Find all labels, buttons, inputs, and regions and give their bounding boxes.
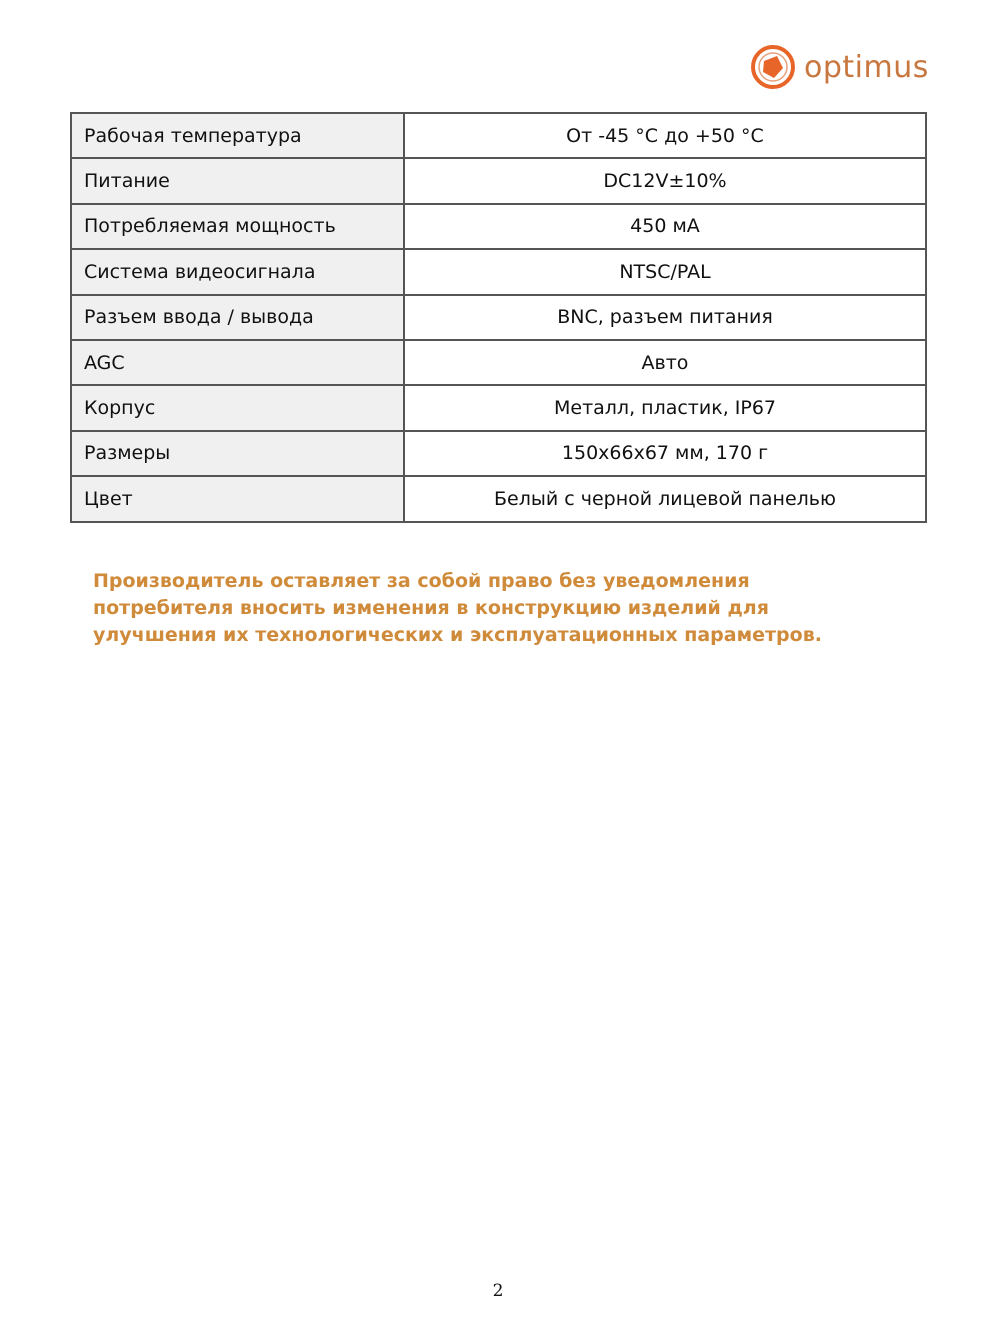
spec-row bbox=[71, 204, 926, 249]
spec-label: Система видеосигнала bbox=[71, 249, 404, 294]
spec-label: Потребляемая мощность bbox=[71, 204, 404, 249]
spec-label: Рабочая температура bbox=[71, 113, 404, 158]
spec-label: Питание bbox=[71, 158, 404, 203]
spec-value: DC12V±10% bbox=[404, 158, 926, 203]
spec-label: Цвет bbox=[71, 476, 404, 521]
disclaimer-notice: Производитель оставляет за собой право без уведомления потребителя вносить изменения в конструкцию изделий для улучшения их технологических и эксплуатационных параметров. bbox=[93, 570, 822, 646]
spec-label: Размеры bbox=[71, 431, 404, 476]
spec-value: 150х66х67 мм, 170 г bbox=[404, 431, 926, 476]
spec-label: Разъем ввода / вывода bbox=[71, 295, 404, 340]
spec-value: 450 мА bbox=[404, 204, 926, 249]
spec-value: Авто bbox=[404, 340, 926, 385]
optimus-logo bbox=[750, 44, 929, 90]
spec-row bbox=[71, 295, 926, 340]
spec-value: BNC, разъем питания bbox=[404, 295, 926, 340]
spec-row bbox=[71, 249, 926, 294]
spec-table bbox=[70, 112, 927, 523]
spec-value: Белый с черной лицевой панелью bbox=[404, 476, 926, 521]
spec-row bbox=[71, 340, 926, 385]
spec-row bbox=[71, 158, 926, 203]
spec-row bbox=[71, 113, 926, 158]
spec-label: Корпус bbox=[71, 385, 404, 430]
page-number: 2 bbox=[492, 1281, 504, 1301]
spec-row bbox=[71, 431, 926, 476]
spec-value: NTSC/PAL bbox=[404, 249, 926, 294]
brand-name: optimus bbox=[804, 49, 929, 85]
spec-label: AGC bbox=[71, 340, 404, 385]
spec-value: Металл, пластик, IP67 bbox=[404, 385, 926, 430]
spec-row bbox=[71, 476, 926, 521]
spec-row bbox=[71, 385, 926, 430]
aperture-logo-icon bbox=[750, 44, 796, 90]
spec-value: От -45 °С до +50 °С bbox=[404, 113, 926, 158]
